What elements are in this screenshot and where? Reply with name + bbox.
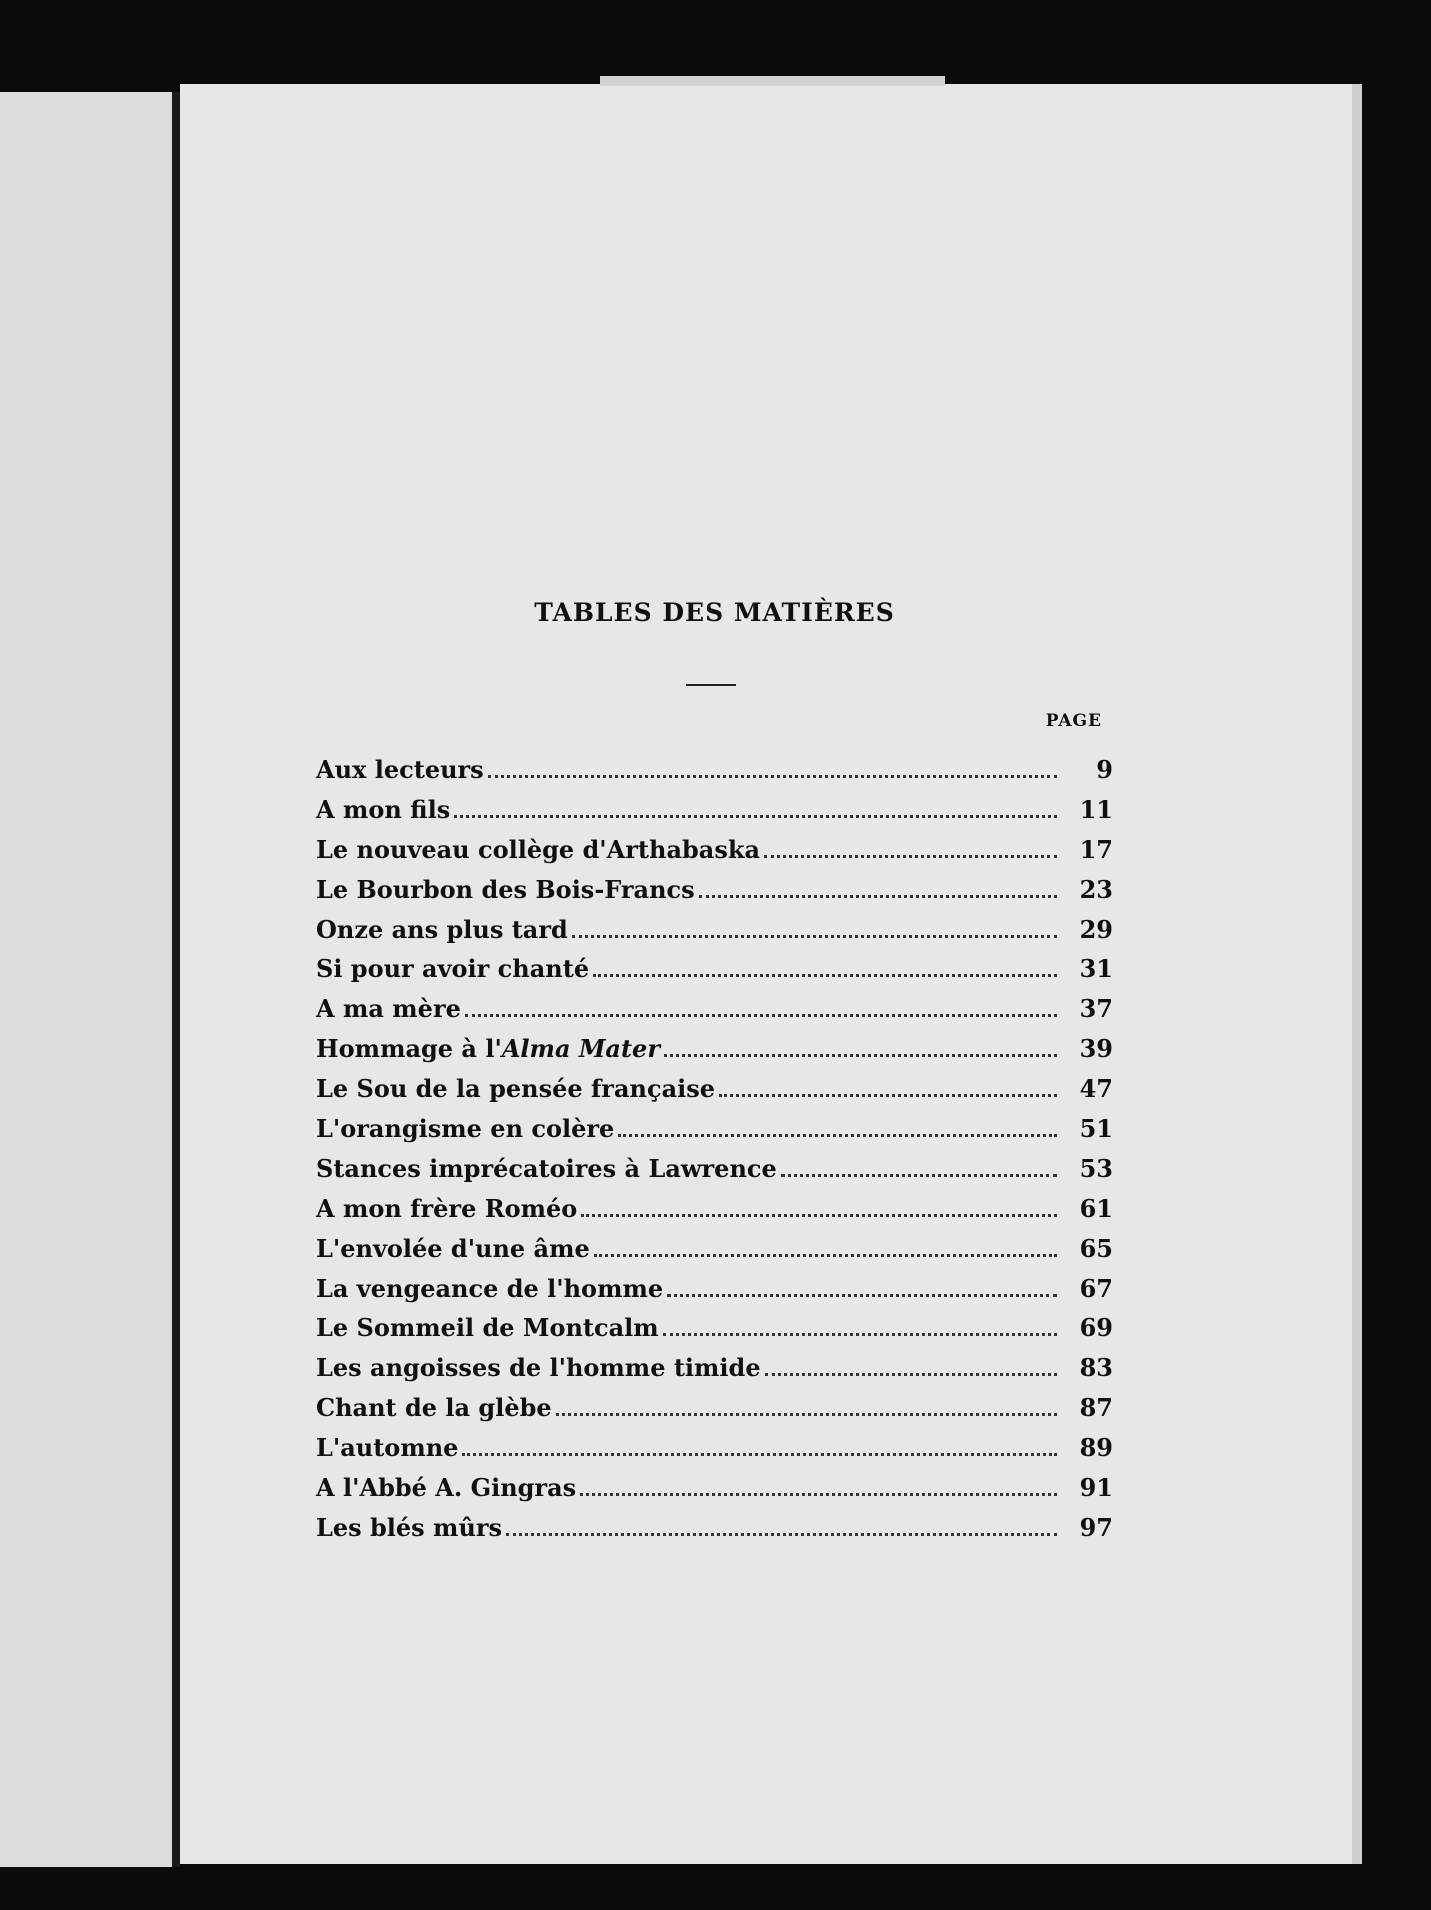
page-title: TABLES DES MATIÈRES [534,598,895,627]
toc-entry-title: A mon fils [316,794,451,824]
dot-leader [581,1214,1057,1217]
dot-leader [663,1333,1057,1336]
page-column-header: PAGE [1045,711,1102,731]
dot-leader [719,1094,1057,1097]
dot-leader [699,895,1057,898]
toc-page-number: 61 [1079,1193,1113,1223]
dot-leader [765,1373,1057,1376]
toc-row [316,795,1113,835]
page-right-edge [1352,84,1362,1864]
toc-row [316,954,1113,994]
toc-entry-title: A ma mère [316,994,461,1024]
toc-page-number: 39 [1079,1034,1113,1064]
toc-page-number: 29 [1079,914,1113,944]
dot-leader [593,974,1057,977]
toc-entry-title: Si pour avoir chanté [316,954,590,984]
toc-row [316,915,1113,955]
toc-row [316,1513,1113,1553]
toc-row [316,1353,1113,1393]
toc-entry-title: L'automne [316,1433,459,1463]
toc-entry-title: Aux lecteurs [316,755,484,784]
toc-page-number: 69 [1079,1313,1113,1343]
toc-entry-title: Le Bourbon des Bois-Francs [316,874,695,904]
toc-entry-title-prefix: Hommage à l' [316,1034,502,1064]
toc-page-number: 65 [1079,1233,1113,1263]
dot-leader [781,1174,1057,1177]
toc-page-number: 47 [1079,1074,1113,1104]
toc-entry-title: Le nouveau collège d'Arthabaska [316,834,761,864]
toc-row [316,1154,1113,1194]
toc-page-number: 67 [1079,1273,1113,1303]
toc-page-number: 83 [1079,1353,1113,1383]
toc-entry-title: Stances imprécatoires à Lawrence [316,1153,777,1183]
dot-leader [556,1413,1057,1416]
toc-page-number: 9 [1096,755,1113,784]
toc-entry-title: L'orangisme en colère [316,1114,615,1144]
book-gutter [172,92,180,1867]
toc-entry-title: L'envolée d'une âme [316,1233,590,1263]
toc-row [316,1194,1113,1234]
toc-row [316,755,1113,795]
left-page-edge [0,92,176,1867]
toc-page-number: 11 [1079,794,1113,824]
dot-leader [572,935,1057,938]
toc-entry-title: A l'Abbé A. Gingras [316,1473,577,1503]
toc-page-number: 97 [1079,1512,1113,1542]
toc-row [316,1393,1113,1433]
toc-row [316,835,1113,875]
toc-entry-title: Chant de la glèbe [316,1393,552,1423]
toc-page-number: 51 [1079,1114,1113,1144]
toc-row [316,1114,1113,1154]
toc-entry-title: La vengeance de l'homme [316,1273,664,1303]
toc-row [316,1274,1113,1314]
table-of-contents [316,755,1113,1553]
toc-entry-title: Onze ans plus tard [316,914,568,944]
dot-leader [618,1134,1057,1137]
toc-row [316,1473,1113,1513]
toc-row [316,1034,1113,1074]
toc-page-number: 23 [1079,874,1113,904]
toc-page-number: 91 [1079,1473,1113,1503]
title-rule [686,684,736,686]
dot-leader [462,1453,1057,1456]
toc-entry-title: A mon frère Roméo [316,1193,578,1223]
toc-page-number: 31 [1079,954,1113,984]
toc-entry-title: Le Sommeil de Montcalm [316,1313,659,1343]
toc-entry-title: Les angoisses de l'homme timide [316,1353,761,1383]
toc-row [316,1433,1113,1473]
toc-page-number: 37 [1079,994,1113,1024]
toc-row [316,1074,1113,1114]
toc-page-number: 53 [1079,1153,1113,1183]
dot-leader [465,1014,1057,1017]
dot-leader [664,1054,1057,1057]
toc-page-number: 87 [1079,1393,1113,1423]
toc-row [316,875,1113,915]
dot-leader [506,1533,1057,1536]
dot-leader [454,815,1057,818]
toc-entry-title: Les blés mûrs [316,1512,503,1542]
dot-leader [594,1254,1057,1257]
toc-page-number: 17 [1079,834,1113,864]
toc-row [316,994,1113,1034]
dot-leader [580,1493,1057,1496]
dot-leader [667,1294,1057,1297]
dot-leader [488,775,1057,778]
page-top-tab [600,76,945,86]
toc-entry-title-italic: Alma Mater [501,1034,660,1064]
toc-entry-title [316,1034,660,1063]
toc-row [316,1234,1113,1274]
toc-row [316,1313,1113,1353]
toc-entry-title: Le Sou de la pensée française [316,1074,716,1104]
dot-leader [764,855,1057,858]
toc-page-number: 89 [1079,1433,1113,1463]
